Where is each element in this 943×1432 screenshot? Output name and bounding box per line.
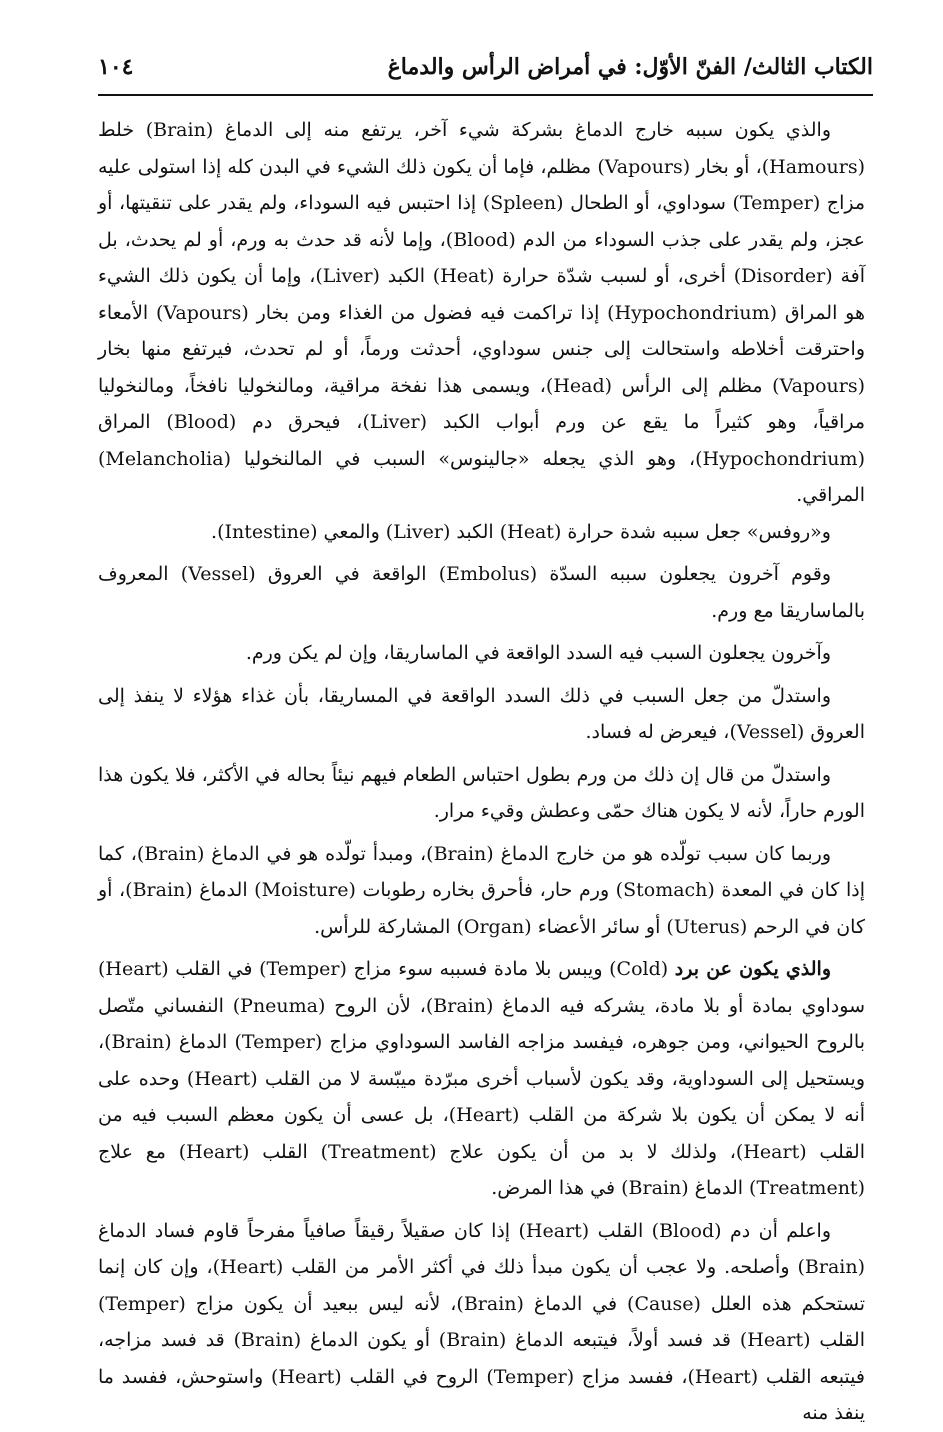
- paragraph: [98, 1213, 865, 1432]
- paragraph: [98, 951, 865, 1207]
- page-body: [98, 112, 865, 1432]
- paragraph-text: وربما كان سبب تولّده هو من خارج الدماغ (Brain)، ومبدأ تولّده هو في الدماغ (Brain)، كما إذا كان في المعدة (Stomach) ورم حار، فأحرق بخاره رطوبات (Moisture) الدماغ (Brain)، أو كان في الرحم (Uterus) أو سائر الأعضاء (Organ) المشاركة للرأس.: [98, 842, 865, 938]
- page-number: ١٠٤: [98, 54, 134, 80]
- paragraph-text: واعلم أن دم (Blood) القلب (Heart) إذا كان صقيلاً رقيقاً صافياً مفرحاً قاوم فساد الدماغ (Brain) وأصلحه. ولا عجب أن يكون مبدأ ذلك في أكثر الأمر من القلب (Heart)، وإن كان إنما تستحكم هذه العلل (Cause) في الدماغ (Brain)، لأنه ليس ببعيد أن يكون مزاج (Temper) القلب (Heart) قد فسد أولاً، فيتبعه الدماغ (Brain) أو يكون الدماغ (Brain) قد فسد مزاجه، فيتبعه القلب (Heart)، ففسد مزاج (Temper) الروح في القلب (Heart) واستوحش، ففسد ما ينفذ منه: [98, 1219, 866, 1424]
- page-header: [98, 48, 873, 96]
- paragraph: [98, 112, 865, 514]
- paragraph: [98, 635, 865, 672]
- paragraph-text: وقوم آخرون يجعلون سببه السدّة (Embolus) الواقعة في العروق (Vessel) المعروف بالماساريقا مع ورم.: [98, 563, 865, 622]
- paragraph: [98, 514, 865, 551]
- paragraph: [98, 678, 865, 751]
- paragraph-text: (Cold) ويبس بلا مادة فسببه سوء مزاج (Temper) في القلب (Heart) سوداوي بمادة أو بلا مادة، يشركه فيه الدماغ (Brain)، لأن الروح (Pneuma) النفساني متّصل بالروح الحيواني، ومن جوهره، فيفسد مزاجه الفاسد السوداوي مزاج (Temper) الدماغ (Brain)، ويستحيل إلى السوداوية، وقد يكون لأسباب أخرى مبرّدة ميبّسة لا من القلب (Heart) وحده على أنه لا يمكن أن يكون بلا شركة من القلب (Heart)، بل عسى أن يكون معظم السبب فيه من القلب (Heart)، ولذلك لا بد من أن يكون علاج (Treatment) القلب (Heart) مع علاج (Treatment) الدماغ (Brain) في هذا المرض.: [98, 958, 866, 1199]
- paragraph-text: واستدلّ من قال إن ذلك من ورم بطول احتباس الطعام فيهم نيئاً بحاله في الأكثر، فلا يكون هذا الورم حاراً، لأنه لا يكون هناك حمّى وعطش وقيء مرار.: [98, 763, 865, 822]
- paragraph: [98, 836, 865, 946]
- paragraph-lead: والذي يكون عن برد: [674, 958, 832, 980]
- paragraph-text: و«روفس» جعل سببه شدة حرارة (Heat) الكبد (Liver) والمعي (Intestine).: [211, 520, 831, 543]
- paragraph-text: والذي يكون سببه خارج الدماغ بشركة شيء آخر، يرتفع منه إلى الدماغ (Brain) خلط (Hamours)، أو بخار (Vapours) مظلم، فإما أن يكون ذلك الشيء في البدن كله إذا استولى عليه مزاج (Temper) سوداوي، أو الطحال (Spleen) إذا احتبس فيه السوداء، ولم يقدر على تنقيتها، أو عجز، ولم يقدر على جذب السوداء من الدم (Blood)، وإما لأنه قد حدث به ورم، أو لم يحدث، بل آفة (Disorder) أخرى، أو لسبب شدّة حرارة (Heat) الكبد (Liver)، وإما أن يكون ذلك الشيء هو المراق (Hypochondrium) إذا تراكمت فيه فضول من الغذاء ومن بخار (Vapours) الأمعاء واحترقت أخلاطه واستحالت إلى جنس سوداوي، أحدثت ورماً، أو لم تحدث، فيرتفع منها بخار (Vapours) مظلم إلى الرأس (Head)، ويسمى هذا نفخة مراقية، ومالنخوليا نافخاً، ومالنخوليا مراقياً، وهو كثيراً ما يقع عن ورم أبواب الكبد (Liver)، فيحرق دم (Blood) المراق (Hypochondrium)، وهو الذي يجعله «جالينوس» السبب في المالنخوليا (Melancholia) المراقي.: [98, 119, 866, 506]
- paragraph: [98, 556, 865, 629]
- paragraph-text: وآخرون يجعلون السبب فيه السدد الواقعة في الماساريقا، وإن لم يكن ورم.: [245, 642, 831, 664]
- running-title: الكتاب الثالث/ الفنّ الأوّل: في أمراض الرأس والدماغ: [387, 54, 873, 80]
- paragraph-text: واستدلّ من جعل السبب في ذلك السدد الواقعة في المساريقا، بأن غذاء هؤلاء لا ينفذ إلى العروق (Vessel)، فيعرض له فساد.: [98, 684, 865, 743]
- paragraph: [98, 757, 865, 830]
